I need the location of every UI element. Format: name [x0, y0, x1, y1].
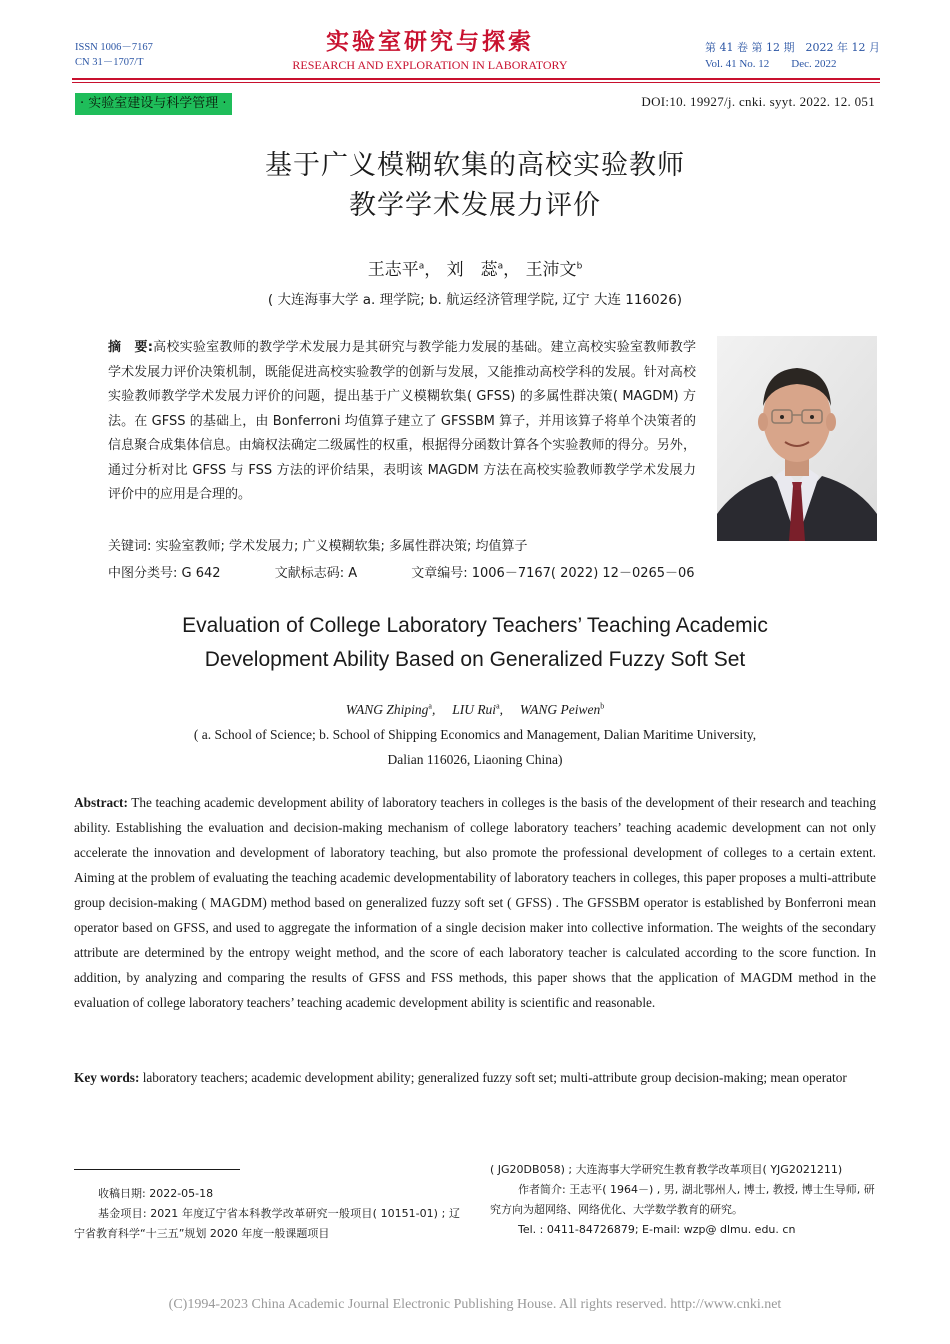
affiliation-en: [110, 722, 840, 772]
abstract-en-text: The teaching academic development ability of laboratory teachers in colleges is the basis of the development of their research and teaching ability. Establishing the evaluation and decision-making mechanism of college laboratory teachers’ teaching academic development can not only accelerate the innovation and development of laboratory teaching, but also promote the professional development of colleges to a certain extent. Aiming at the problem of evaluating the teaching academic developmentability of laboratory teachers in colleges, this paper proposes a multi-attribute group decision-making ( MAGDM) method based on generalized fuzzy soft set ( GFSS) . The GFSSBM operator is established by Bonferroni mean operator based on GFSS, and used to aggregate the information of a single decision maker into collective information. The weights of the secondary attribute are determined by the entropy weight method, and the score of each laboratory teacher is calculated according to the score function. In addition, by analyzing and comparing the results of GFSS and FSS methods, this paper shows that the application of MAGDM method in the evaluation of college laboratory teachers’ teaching academic development ability is scientific and reasonable.: [74, 795, 876, 1010]
affiliation-cn: ( 大连海事大学 a. 理学院; b. 航运经济管理学院, 辽宁 大连 116026): [267, 292, 683, 308]
issn-block: [75, 40, 153, 70]
abstract-cn-label: 摘 要:: [108, 340, 153, 355]
keywords-en-label: Key words:: [74, 1070, 140, 1085]
author-3: 王沛文: [525, 260, 577, 280]
author-sep: ，: [503, 260, 521, 280]
journal-title-en: RESEARCH AND EXPLORATION IN LABORATORY: [292, 58, 568, 72]
keywords-cn: 关键词: 实验室教师; 学术发展力; 广义模糊软集; 多属性群决策; 均值算子: [108, 539, 528, 554]
issn: ISSN 1006－7167: [75, 42, 153, 53]
affiliation-en-line1: ( a. School of Science; b. School of Shipping Economics and Management, Dalian Maritime University,: [193, 727, 757, 742]
fund-info-cont: ( JG20DB058) ; 大连海事大学研究生教育教学改革项目( YJG2021211): [490, 1163, 843, 1176]
received-date: 收稿日期: 2022-05-18: [98, 1187, 214, 1200]
header-rule: [72, 78, 880, 80]
affiliation-en-line2: Dalian 116026, Liaoning China): [387, 752, 563, 767]
abstract-en-label: Abstract:: [74, 795, 128, 810]
author-en-1-sup: a: [428, 701, 432, 711]
title-en-line1: Evaluation of College Laboratory Teachers’ Teaching Academic: [182, 614, 768, 637]
journal-masthead: [265, 28, 595, 73]
column-tag: · 实验室建设与科学管理 ·: [75, 93, 232, 115]
author-en-1: WANG Zhiping: [345, 702, 429, 717]
document-code: 文献标志码: A: [274, 566, 358, 581]
author-3-sup: b: [576, 261, 583, 272]
volume-cn: 第 41 卷 第 12 期 2022 年 12 月: [705, 41, 880, 54]
author-en-2: LIU Rui: [452, 702, 497, 717]
title-cn-line1: 基于广义模糊软集的高校实验教师: [265, 150, 685, 181]
author-1-sup: a: [418, 261, 425, 272]
footnote-right: [490, 1160, 878, 1240]
author-photo-image: [717, 336, 877, 541]
author-en-3: WANG Peiwen: [519, 702, 601, 717]
issue-block: [705, 40, 880, 72]
footnote-left: [74, 1184, 460, 1244]
abstract-cn: [108, 336, 696, 508]
fund-info: 基金项目: 2021 年度辽宁省本科教学改革研究一般项目( 10151-01) ; 辽宁省教育科学“十三五”规划 2020 年度一般课题项目: [74, 1207, 460, 1240]
author-en-sep: ,: [499, 702, 517, 717]
author-contact[interactable]: Tel. : 0411-84726879; E-mail: wzp@ dlmu. edu. cn: [518, 1223, 796, 1236]
author-2: 刘 蕊: [446, 260, 498, 280]
clc-number: 中图分类号: G 642: [108, 566, 221, 581]
keywords-en-text: laboratory teachers; academic development ability; generalized fuzzy soft set; multi-attribute group decision-making; mean operator: [139, 1070, 847, 1085]
header-rule-thin: [72, 82, 880, 83]
title-en-line2: Development Ability Based on Generalized Fuzzy Soft Set: [204, 648, 746, 671]
title-cn-line2: 教学学术发展力评价: [349, 190, 601, 221]
abstract-cn-text: 高校实验室教师的教学学术发展力是其研究与教学能力发展的基础。建立高校实验室教师教学学术发展力评价决策机制，既能促进高校实验教学的创新与发展，又能推动高校学科的发展。针对高校实验教师教学学术发展力评价的问题，提出基于广义模糊软集( GFSS) 的多属性群决策( MAGDM) 方法。在 GFSS 的基础上，由 Bonferroni 均值算子建立了 GFSSBM 算子，并用该算子将单个决策者的信息聚合成集体信息。由熵权法确定二级属性的权重，根据得分函数计算各个实验教师的得分。另外，通过分析对比 GFSS 与 FSS 方法的评价结果，表明该 MAGDM 方法在高校实验教师教学学术发展力评价中的应用是合理的。: [108, 340, 696, 502]
author-1: 王志平: [367, 260, 419, 280]
classification-line: [108, 562, 745, 581]
copyright-notice: (C)1994-2023 China Academic Journal Electronic Publishing House. All rights reserved. http://www.cnki.net: [168, 1297, 782, 1312]
author-en-3-sup: b: [600, 701, 605, 711]
journal-title-cn: 实验室研究与探索: [326, 28, 534, 55]
author-photo: [717, 336, 877, 541]
doi[interactable]: DOI:10. 19927/j. cnki. syyt. 2022. 12. 051: [641, 94, 875, 109]
abstract-en: [74, 790, 876, 1015]
article-number: 文章编号: 1006－7167( 2022) 12－0265－06: [411, 566, 695, 581]
authors-en: [0, 698, 950, 718]
author-sep: ，: [424, 260, 442, 280]
title-en: [0, 609, 950, 677]
author-2-sup: a: [497, 261, 504, 272]
authors-cn: [0, 255, 950, 280]
cn-number: CN 31－1707/T: [75, 57, 144, 68]
author-en-2-sup: a: [496, 701, 500, 711]
author-bio: 作者简介: 王志平( 1964－) , 男, 湖北鄂州人, 博士, 教授, 博士生导师, 研究方向为超网络、网络优化、大学数学教育的研究。: [490, 1183, 875, 1216]
author-en-sep: ,: [431, 702, 449, 717]
keywords-en: [74, 1065, 876, 1090]
title-cn: [0, 146, 950, 226]
footnote-rule: [74, 1169, 240, 1170]
volume-en: Vol. 41 No. 12 Dec. 2022: [705, 58, 837, 70]
